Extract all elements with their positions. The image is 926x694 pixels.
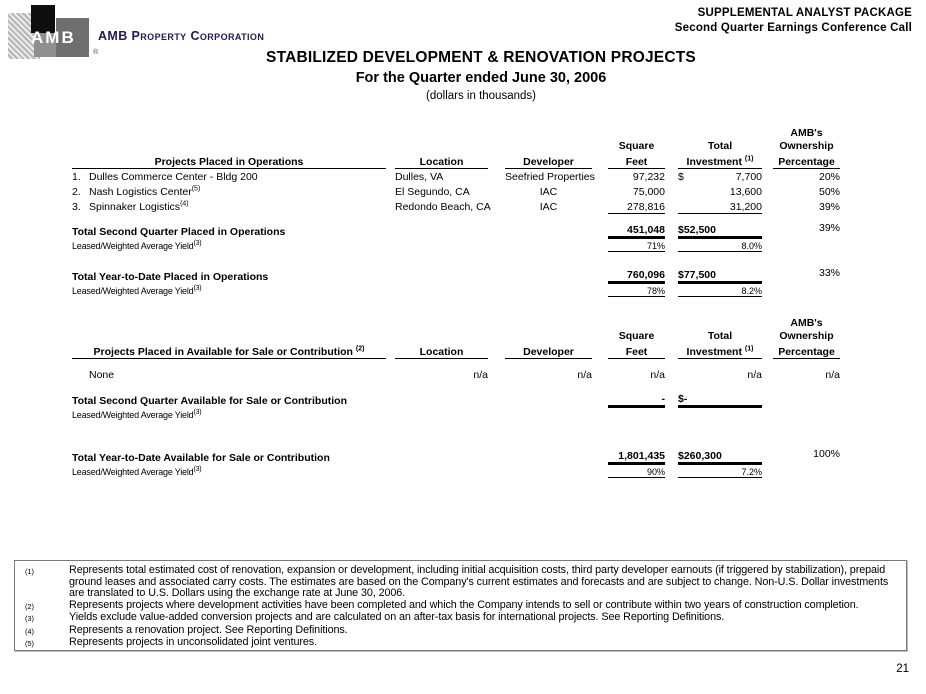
project-location: Dulles, VA: [395, 171, 444, 183]
project-investment: n/a: [747, 369, 762, 381]
logo-amb-text: AMB: [31, 28, 76, 47]
project-name: Spinnaker Logistics: [89, 201, 181, 213]
footnote: [25, 612, 896, 625]
project-developer: IAC: [539, 186, 558, 198]
col-location: Location: [395, 152, 488, 168]
yield-label: Leased/Weighted Average Yield$^{(3)}$: [72, 466, 202, 477]
total-investment: $52,500: [678, 220, 762, 238]
project-ownership: 20%: [818, 171, 840, 183]
footnote-text: Represents total estimated cost of renovation, expansion or development, including initial acquisition costs, third party developer earnouts (if triggered by stabilization), prepaid ground leases and associated carry costs. The estimates are based on the Company's current estimates and forecasts and are subject to change. Non-U.S. Dollar investments are translated to U.S. Dollars using the exchange rate at June 30, 2006.: [69, 564, 889, 599]
project-name: None: [89, 369, 115, 381]
total-ownership: 33%: [818, 267, 840, 279]
yield-q2-row: [72, 238, 840, 251]
total-q2-row: [72, 389, 840, 407]
project-investment: 31,200: [678, 198, 762, 213]
footnote-marker: (2): [25, 601, 34, 611]
col-investment: Investment $^{(1)}$: [678, 152, 762, 168]
footnote-text: Represents a renovation project. See Reporting Definitions.: [69, 623, 348, 636]
total-sqft: 760,096: [608, 265, 665, 283]
project-ownership: 50%: [818, 186, 840, 198]
col-ownership: Ownership: [779, 330, 834, 342]
row-number: 3.: [72, 201, 81, 213]
project-name: Nash Logistics Center: [89, 186, 192, 198]
yield-label: Leased/Weighted Average Yield$^{(3)}$: [72, 240, 202, 251]
company-name: AMB Property Corporation: [98, 29, 265, 43]
footnote: [25, 637, 896, 650]
available-for-sale-table: [72, 316, 840, 478]
table-row: [72, 168, 840, 183]
footnote: [25, 565, 896, 600]
total-label: Total Second Quarter Placed in Operations: [72, 226, 286, 238]
yield-pct: [678, 407, 762, 420]
total-ownership: 100%: [813, 448, 840, 460]
yield-q2-row: [72, 407, 840, 420]
project-location: El Segundo, CA: [395, 186, 470, 198]
leased-pct: 78%: [608, 283, 665, 296]
footnote-marker: (1): [25, 567, 34, 576]
header-row-main: [72, 152, 840, 168]
row-number: 2.: [72, 186, 81, 198]
col-ambs: AMB's: [790, 317, 823, 329]
header-row-ambs: [72, 126, 840, 139]
col-percentage: Percentage: [773, 152, 840, 168]
project-developer: Seefried Properties: [505, 171, 595, 183]
leased-pct: [608, 407, 665, 420]
project-sqft: n/a: [650, 369, 665, 381]
table2-title: Projects Placed in Available for Sale or Contribution $^{(2)}$: [72, 342, 386, 358]
total-label: Total Second Quarter Available for Sale or Contribution: [72, 395, 347, 407]
footnote-text: Yields exclude value-added conversion projects and are calculated on an after-tax basis for international projects. See Reporting Definitions.: [69, 611, 725, 623]
yield-pct: 7.2%: [678, 464, 762, 477]
yield-pct: 8.2%: [678, 283, 762, 296]
total-sqft: 451,048: [608, 220, 665, 238]
project-location: n/a: [473, 369, 488, 381]
yield-label: Leased/Weighted Average Yield$^{(3)}$: [72, 409, 202, 420]
leased-pct: 71%: [608, 238, 665, 251]
col-square: Square: [618, 140, 655, 152]
table-row: [72, 366, 840, 381]
total-q2-row: [72, 220, 840, 238]
project-sqft: 278,816: [608, 198, 665, 213]
total-investment: $260,300: [678, 446, 762, 464]
header-row-mid: [72, 329, 840, 342]
page-subtitle: For the Quarter ended June 30, 2006: [355, 70, 607, 86]
footnote-marker: (5): [25, 639, 34, 648]
project-sqft: 97,232: [632, 171, 665, 183]
col-feet: Feet: [608, 342, 665, 358]
yield-label: Leased/Weighted Average Yield$^{(3)}$: [72, 285, 202, 296]
yield-ytd-row: [72, 464, 840, 477]
total-sqft: -: [608, 389, 665, 407]
title-block: [36, 49, 926, 102]
total-ownership: [773, 389, 840, 407]
col-percentage: Percentage: [773, 342, 840, 358]
project-developer: IAC: [539, 201, 558, 213]
total-ownership: 39%: [818, 222, 840, 234]
table1-title: Projects Placed in Operations: [72, 152, 386, 168]
footnotes-box: [14, 560, 907, 651]
col-investment: Investment $^{(1)}$: [678, 342, 762, 358]
header-row-ambs: [72, 316, 840, 329]
col-total: Total: [707, 140, 733, 152]
yield-ytd-row: [72, 283, 840, 296]
yield-pct: 8.0%: [678, 238, 762, 251]
dollar-sign: $: [678, 171, 684, 183]
col-square: Square: [618, 330, 655, 342]
call-subtitle: Second Quarter Earnings Conference Call: [674, 22, 912, 34]
col-feet: Feet: [608, 152, 665, 168]
col-developer: Developer: [505, 152, 592, 168]
project-ownership: n/a: [825, 369, 840, 381]
project-investment: $ 7,700: [678, 171, 762, 183]
col-total: Total: [707, 330, 733, 342]
table-row: 3. Spinnaker Logistics$^{(4)}$ Redondo Beach, CA IAC 278,816 31,200 39%: [72, 198, 840, 213]
total-label: Total Year-to-Date Available for Sale or Contribution: [72, 452, 330, 464]
registered-trademark-symbol: ®: [93, 49, 99, 56]
page-title: STABILIZED DEVELOPMENT & RENOVATION PROJECTS: [266, 49, 696, 66]
col-ownership: Ownership: [779, 140, 834, 152]
total-ytd-row: [72, 265, 840, 283]
table-row: 2. Nash Logistics Center$^{(5)}$ El Segundo, CA IAC 75,000 13,600 50%: [72, 183, 840, 198]
project-location: Redondo Beach, CA: [395, 201, 491, 213]
leased-pct: 90%: [608, 464, 665, 477]
header-row-mid: [72, 139, 840, 152]
col-ambs: AMB's: [790, 127, 823, 139]
total-investment: $77,500: [678, 265, 762, 283]
project-developer: n/a: [577, 369, 592, 381]
package-title: SUPPLEMENTAL ANALYST PACKAGE: [697, 7, 912, 19]
col-location: Location: [395, 342, 488, 358]
header-row-main: [72, 342, 840, 358]
total-investment: $-: [678, 389, 762, 407]
placed-in-operations-table: [72, 126, 840, 297]
footnote-text: Represents projects where development activities have been completed and which the Company intends to sell or contribute within two years of construction completion.: [69, 598, 859, 611]
row-number: 1.: [72, 171, 81, 183]
project-investment: 13,600: [729, 186, 762, 198]
project-sqft: 75,000: [632, 186, 665, 198]
total-label: Total Year-to-Date Placed in Operations: [72, 271, 269, 283]
page-number: 21: [896, 663, 909, 675]
project-ownership: 39%: [818, 201, 840, 213]
footnote-marker: (4): [25, 626, 34, 636]
footnote-text: Represents projects in unconsolidated joint ventures.: [69, 636, 317, 648]
footnote-marker: (3): [25, 614, 34, 623]
header-right: [675, 6, 912, 36]
units-note: (dollars in thousands): [426, 90, 536, 102]
total-ytd-row: [72, 446, 840, 464]
col-developer: Developer: [505, 342, 592, 358]
project-name: Dulles Commerce Center - Bldg 200: [89, 171, 258, 183]
total-sqft: 1,801,435: [608, 446, 665, 464]
